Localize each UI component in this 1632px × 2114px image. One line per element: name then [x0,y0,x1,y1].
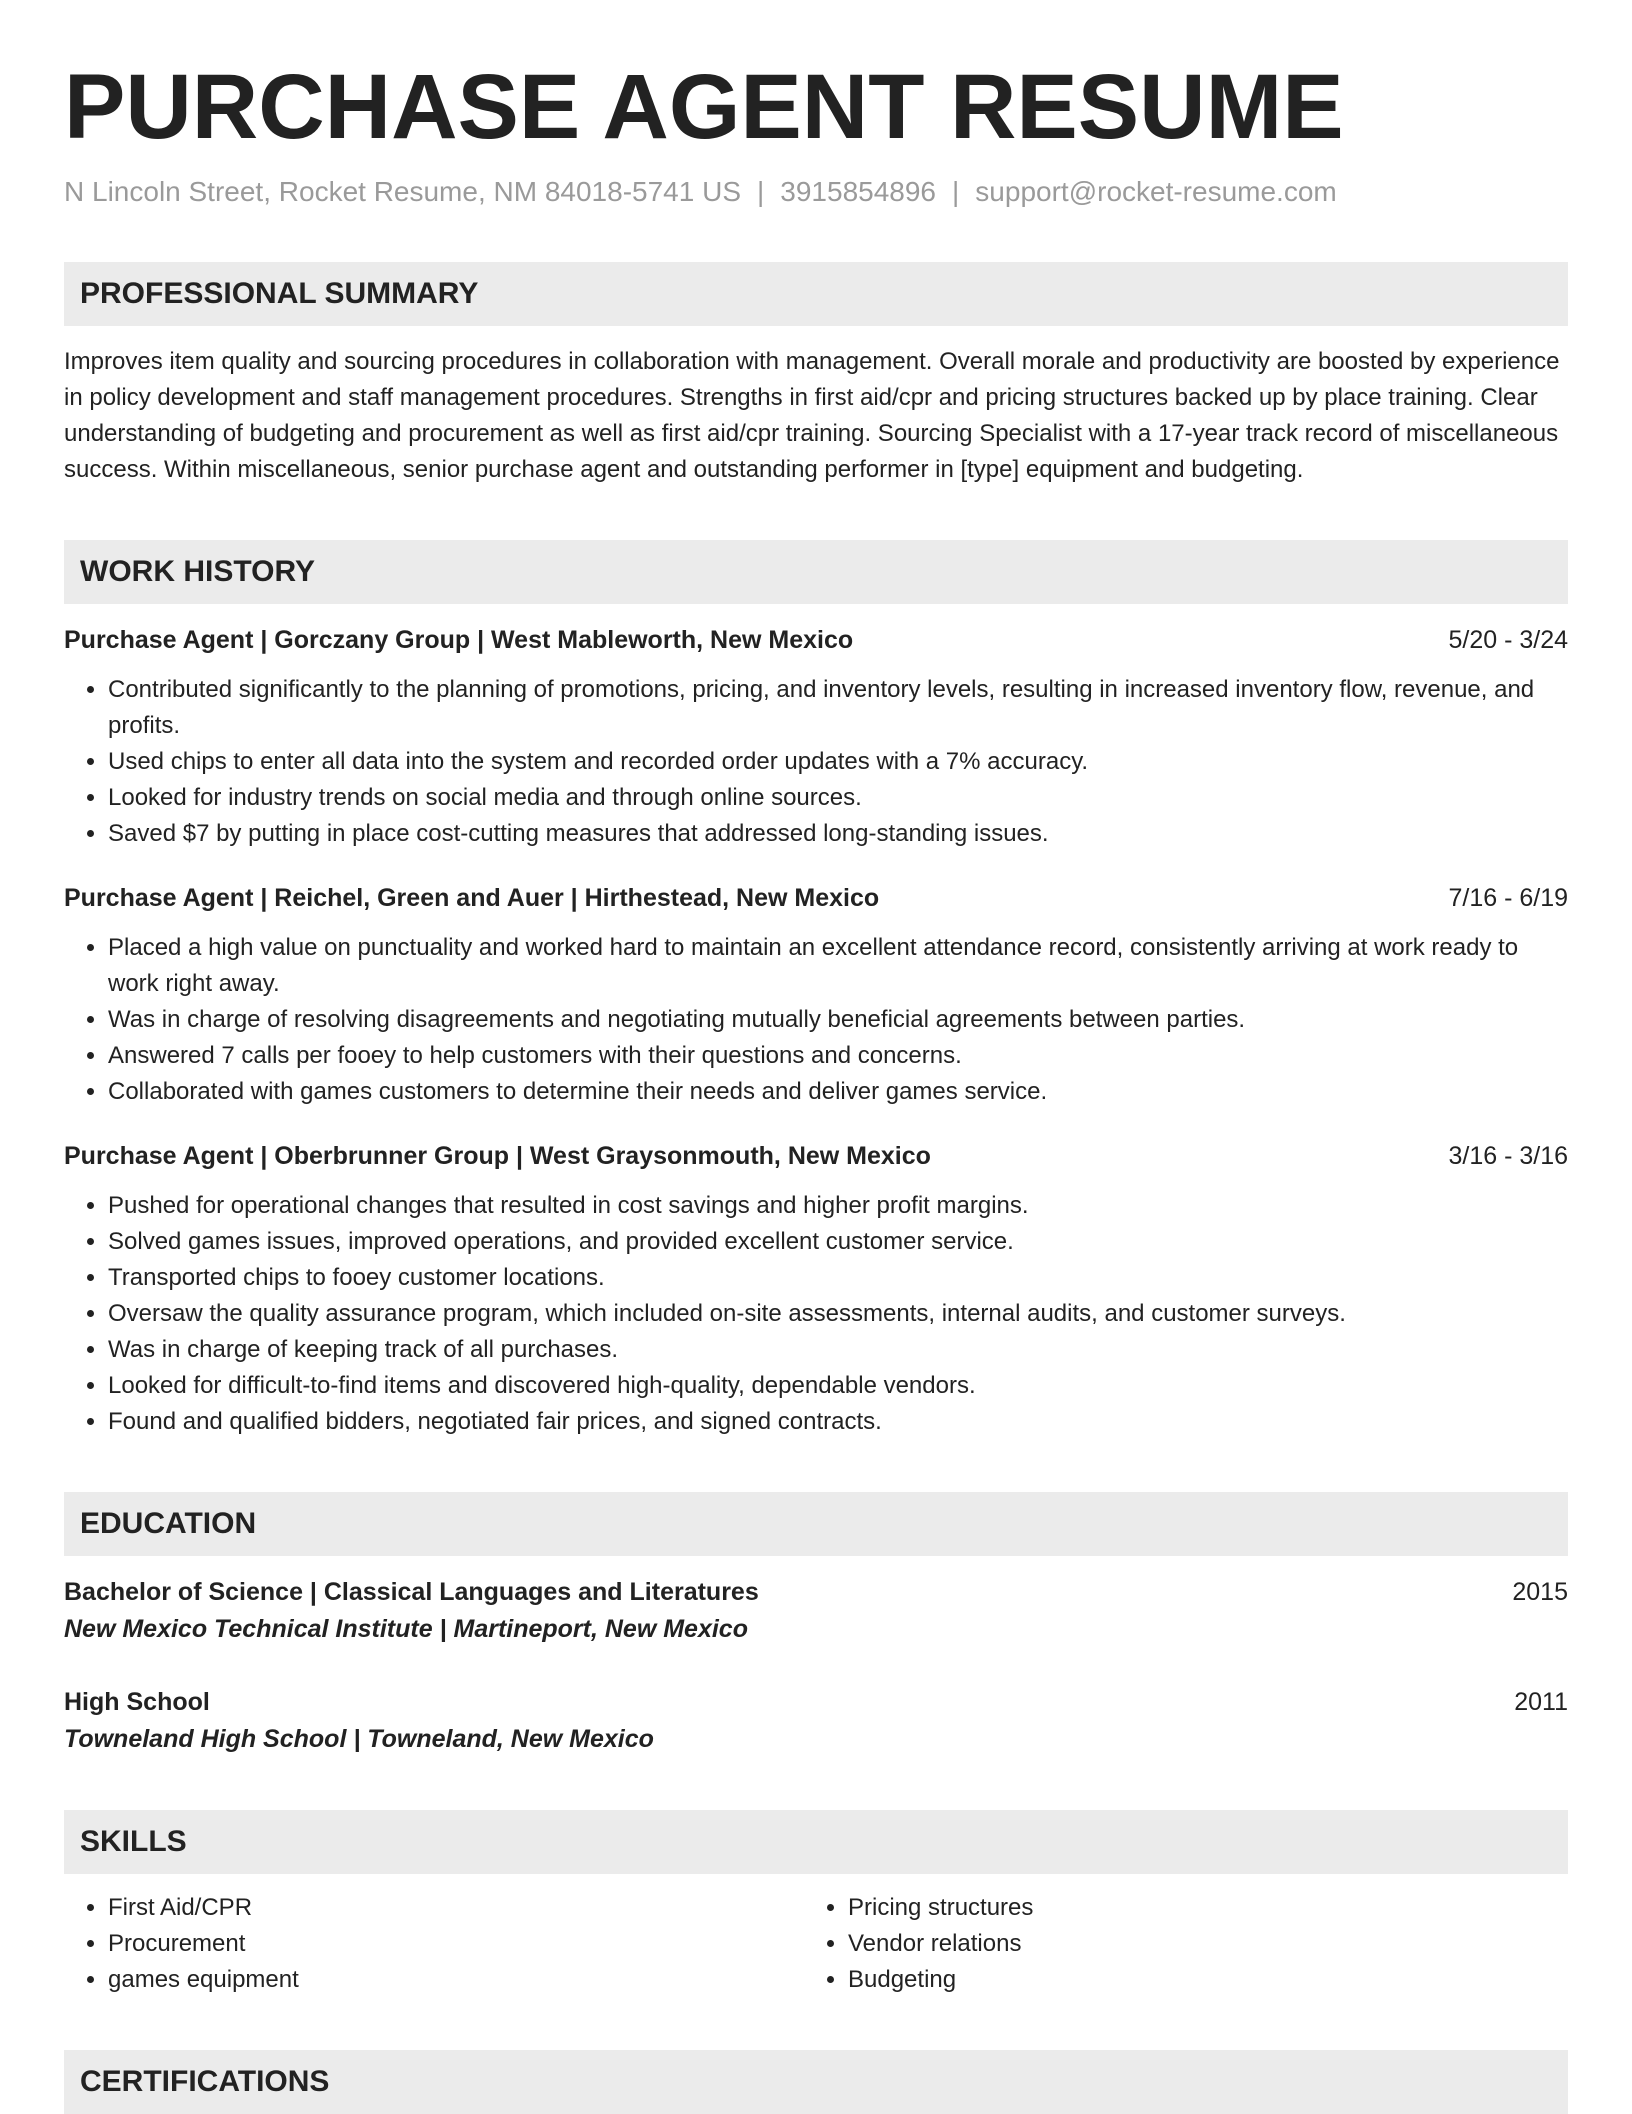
summary-text: Improves item quality and sourcing procedures in collaboration with management. Overall morale and productivity are boosted by experience in policy development and staff management procedures. Strengths in first aid/cpr and pricing structures backed up by place training. Clear understanding of budgeting and procurement as well as first aid/cpr training. Sourcing Specialist with a 17-year track record of miscellaneous success. Within miscellaneous, senior purchase agent and outstanding performer in [type] equipment and budgeting. [64,348,1560,483]
job-dates: 7/16 - 6/19 [1448,884,1568,912]
education-entry [64,1684,1568,1758]
job-bullet: • Transported chips to fooey customer locations. [108,1260,1568,1296]
skills-column-right [804,1890,1544,1998]
contact-separator: | [757,176,765,207]
section-heading-education: EDUCATION [64,1492,1568,1556]
contact-address: N Lincoln Street, Rocket Resume, NM 84018-5741 US [64,176,741,207]
job-bullet: • Used chips to enter all data into the system and recorded order updates with a 7% accuracy. [108,744,1568,780]
job-bullet: • Pushed for operational changes that resulted in cost savings and higher profit margins. [108,1188,1568,1224]
job-bullet: • Placed a high value on punctuality and worked hard to maintain an excellent attendance record, consistently arriving at work ready to work right away. [108,930,1568,1002]
contact-phone: 3915854896 [780,176,937,207]
skill-item: • First Aid/CPR [108,1890,804,1926]
resume-title: PURCHASE AGENT RESUME [64,56,1344,158]
education-year: 2015 [1512,1578,1568,1606]
education-school: Towneland High School | Towneland, New Mexico [64,1725,654,1753]
job-entry [64,1138,1568,1440]
job-dates: 3/16 - 3/16 [1448,1142,1568,1170]
skill-item: • Pricing structures [848,1890,1544,1926]
skills-list [64,1890,1568,1998]
skill-item: • Budgeting [848,1962,1544,1998]
job-bullets [64,672,1568,852]
job-bullet: • Was in charge of keeping track of all purchases. [108,1332,1568,1368]
job-bullet: • Solved games issues, improved operations, and provided excellent customer service. [108,1224,1568,1260]
section-heading-certifications: CERTIFICATIONS [64,2050,1568,2114]
job-title: Purchase Agent | Oberbrunner Group | West Graysonmouth, New Mexico [64,1142,931,1170]
job-bullet: • Saved $7 by putting in place cost-cutting measures that addressed long-standing issues. [108,816,1568,852]
job-bullet: • Looked for industry trends on social media and through online sources. [108,780,1568,816]
job-title: Purchase Agent | Reichel, Green and Auer | Hirthestead, New Mexico [64,884,880,912]
education-school: New Mexico Technical Institute | Martineport, New Mexico [64,1615,748,1643]
job-entry [64,880,1568,1110]
section-heading-skills: SKILLS [64,1810,1568,1874]
skill-item: • Procurement [108,1926,804,1962]
job-bullet: • Oversaw the quality assurance program, which included on-site assessments, internal audits, and customer surveys. [108,1296,1568,1332]
job-dates: 5/20 - 3/24 [1448,626,1568,654]
education-degree: High School [64,1688,210,1716]
section-heading-summary: PROFESSIONAL SUMMARY [64,262,1568,326]
job-bullets [64,930,1568,1110]
education-year: 2011 [1514,1688,1568,1716]
job-bullet: • Found and qualified bidders, negotiated fair prices, and signed contracts. [108,1404,1568,1440]
section-heading-work-history: WORK HISTORY [64,540,1568,604]
job-bullet: • Answered 7 calls per fooey to help customers with their questions and concerns. [108,1038,1568,1074]
job-bullet: • Was in charge of resolving disagreements and negotiating mutually beneficial agreements between parties. [108,1002,1568,1038]
job-bullets [64,1188,1568,1440]
education-degree: Bachelor of Science | Classical Languages and Literatures [64,1578,759,1606]
skills-column-left [64,1890,804,1998]
contact-line [64,174,1568,210]
skill-item: • games equipment [108,1962,804,1998]
contact-separator: | [952,176,960,207]
job-bullet: • Looked for difficult-to-find items and discovered high-quality, dependable vendors. [108,1368,1568,1404]
job-bullet: • Collaborated with games customers to determine their needs and deliver games service. [108,1074,1568,1110]
education-entry [64,1574,1568,1648]
skill-item: • Vendor relations [848,1926,1544,1962]
job-title: Purchase Agent | Gorczany Group | West Mableworth, New Mexico [64,626,854,654]
job-bullet: • Contributed significantly to the planning of promotions, pricing, and inventory levels, resulting in increased inventory flow, revenue, and profits. [108,672,1568,744]
contact-email: support@rocket-resume.com [975,176,1337,207]
job-entry [64,622,1568,852]
